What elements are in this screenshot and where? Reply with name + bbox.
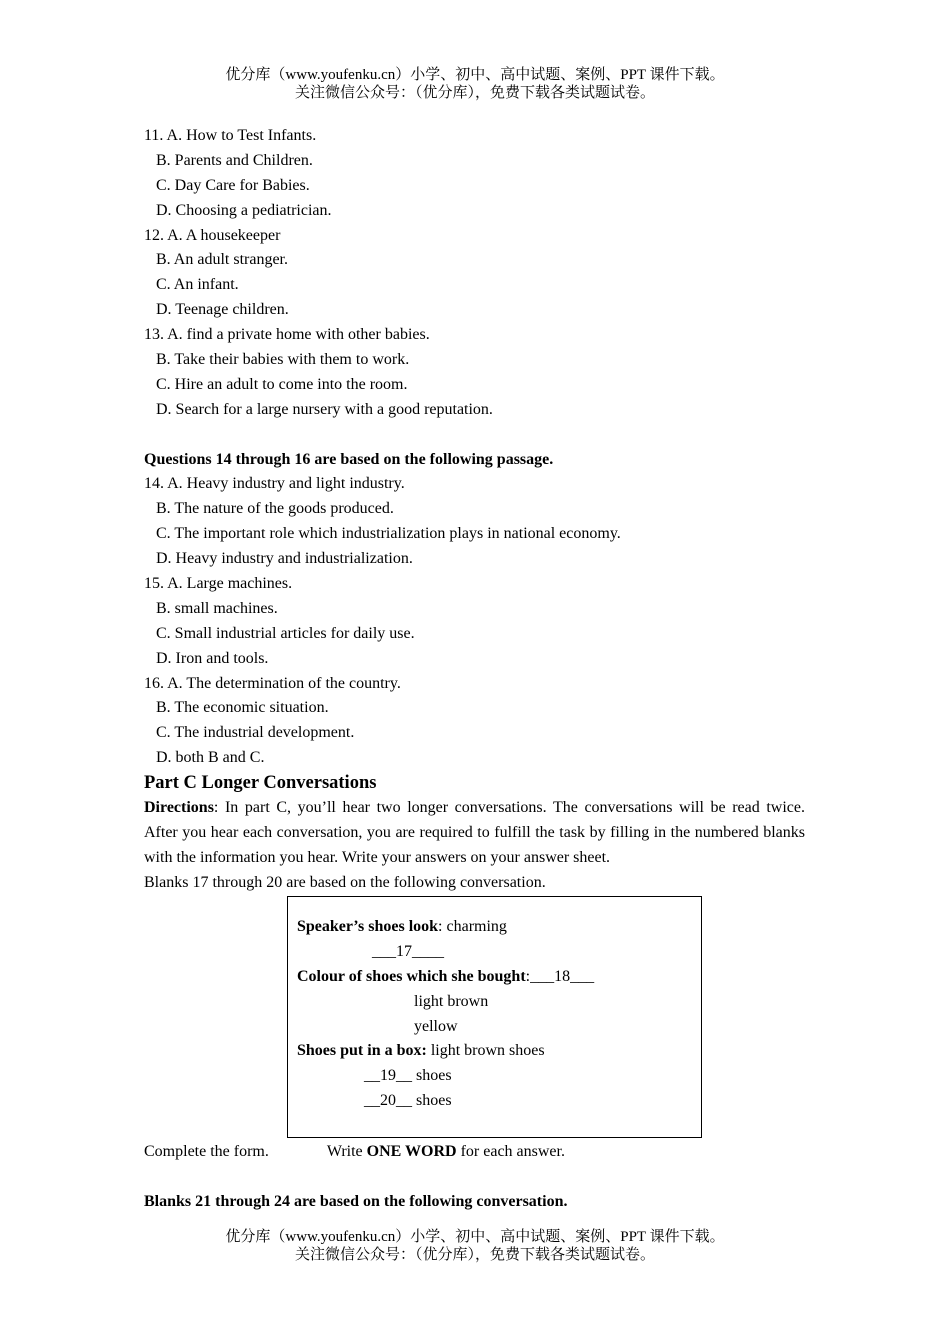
q11-option-a: 11. A. How to Test Infants.	[144, 127, 317, 144]
form-row-shoes-look	[297, 915, 701, 940]
page-header	[0, 66, 950, 102]
q13-option-c: C. Hire an adult to come into the room.	[156, 375, 408, 393]
header-line-1: 优分库（www.youfenku.cn）小学、初中、高中试题、案例、PPT 课件下载。	[225, 67, 725, 83]
instruction-write-pre: Write	[326, 1143, 367, 1160]
form-row-colour	[297, 965, 701, 990]
page-footer	[0, 1228, 950, 1264]
form-blank-17: ___17____	[372, 942, 444, 960]
q13-option-d: D. Search for a large nursery with a good reputation.	[156, 400, 493, 418]
q15-option-c: C. Small industrial articles for daily use.	[156, 624, 415, 642]
form-instruction	[144, 1140, 805, 1165]
q15-option-d: D. Iron and tools.	[156, 649, 269, 667]
q14-option-a: 14. A. Heavy industry and light industry.	[144, 475, 405, 493]
instruction-complete: Complete the form.	[144, 1143, 269, 1160]
q16-option-a: 16. A. The determination of the country.	[144, 674, 401, 692]
q12-option-a: 12. A. A housekeeper	[144, 226, 281, 244]
form-value-box: light brown shoes	[426, 1042, 545, 1060]
q15-option-a: 15. A. Large machines.	[144, 575, 293, 593]
q11-option-c: C. Day Care for Babies.	[156, 176, 310, 194]
q16-option-b: B. The economic situation.	[156, 699, 329, 717]
spacer	[144, 1165, 805, 1190]
form-value-shoes-look: : charming	[438, 918, 507, 935]
form-label-shoes-look: Speaker’s shoes look	[297, 918, 439, 935]
document-body	[144, 124, 805, 896]
answer-form-box	[287, 896, 702, 1138]
form-colour-light-brown: light brown	[414, 992, 489, 1010]
q13-option-a: 13. A. find a private home with other babies.	[144, 326, 430, 344]
directions-label: Directions	[144, 799, 214, 817]
q16-option-c: C. The industrial development.	[156, 724, 355, 742]
form-value-colour: :___18___	[525, 967, 595, 985]
section-heading-21-24: Blanks 21 through 24 are based on the following conversation.	[144, 1192, 568, 1210]
part-c-directions	[144, 796, 805, 871]
directions-text: : In part C, you’ll hear two longer conversations. The conversations will be read twice. After you hear each conversation, you are required to fulfill the task by filling in the numbered blanks with the information you hear. Write your answers on your answer sheet.	[144, 799, 805, 866]
footer-line-1: 优分库（www.youfenku.cn）小学、初中、高中试题、案例、PPT 课件下载。	[225, 1229, 725, 1245]
header-line-2: 关注微信公众号：（优分库），免费下载各类试题试卷。	[294, 85, 655, 101]
q12-option-b: B. An adult stranger.	[156, 251, 288, 269]
form-label-colour: Colour of shoes which she bought	[297, 967, 526, 985]
q15-option-b: B. small machines.	[156, 599, 278, 617]
q11-option-b: B. Parents and Children.	[156, 151, 313, 169]
q12-option-d: D. Teenage children.	[156, 301, 289, 319]
spacer	[144, 423, 805, 448]
q11-option-d: D. Choosing a pediatrician.	[156, 201, 332, 219]
form-row-box	[297, 1039, 701, 1064]
q16-option-d: D. both B and C.	[156, 749, 265, 767]
form-colour-yellow: yellow	[414, 1017, 458, 1035]
after-form	[144, 1140, 805, 1215]
instruction-one-word: ONE WORD	[366, 1143, 457, 1160]
form-blank-20: __20__ shoes	[364, 1092, 452, 1110]
q14-option-b: B. The nature of the goods produced.	[156, 500, 394, 518]
section-heading-14-16: Questions 14 through 16 are based on the following passage.	[144, 450, 554, 468]
q14-option-c: C. The important role which industrialization plays in national economy.	[156, 525, 621, 543]
part-c-title: Part C Longer Conversations	[144, 773, 377, 794]
q13-option-b: B. Take their babies with them to work.	[156, 351, 410, 369]
form-blank-19: __19__ shoes	[364, 1067, 452, 1085]
form-label-box: Shoes put in a box:	[297, 1042, 427, 1060]
footer-line-2: 关注微信公众号：（优分库），免费下载各类试题试卷。	[294, 1247, 655, 1263]
q14-option-d: D. Heavy industry and industrialization.	[156, 550, 413, 568]
q12-option-c: C. An infant.	[156, 276, 239, 294]
instruction-write-post: for each answer.	[456, 1143, 565, 1160]
blanks-17-20-heading: Blanks 17 through 20 are based on the following conversation.	[144, 873, 546, 891]
